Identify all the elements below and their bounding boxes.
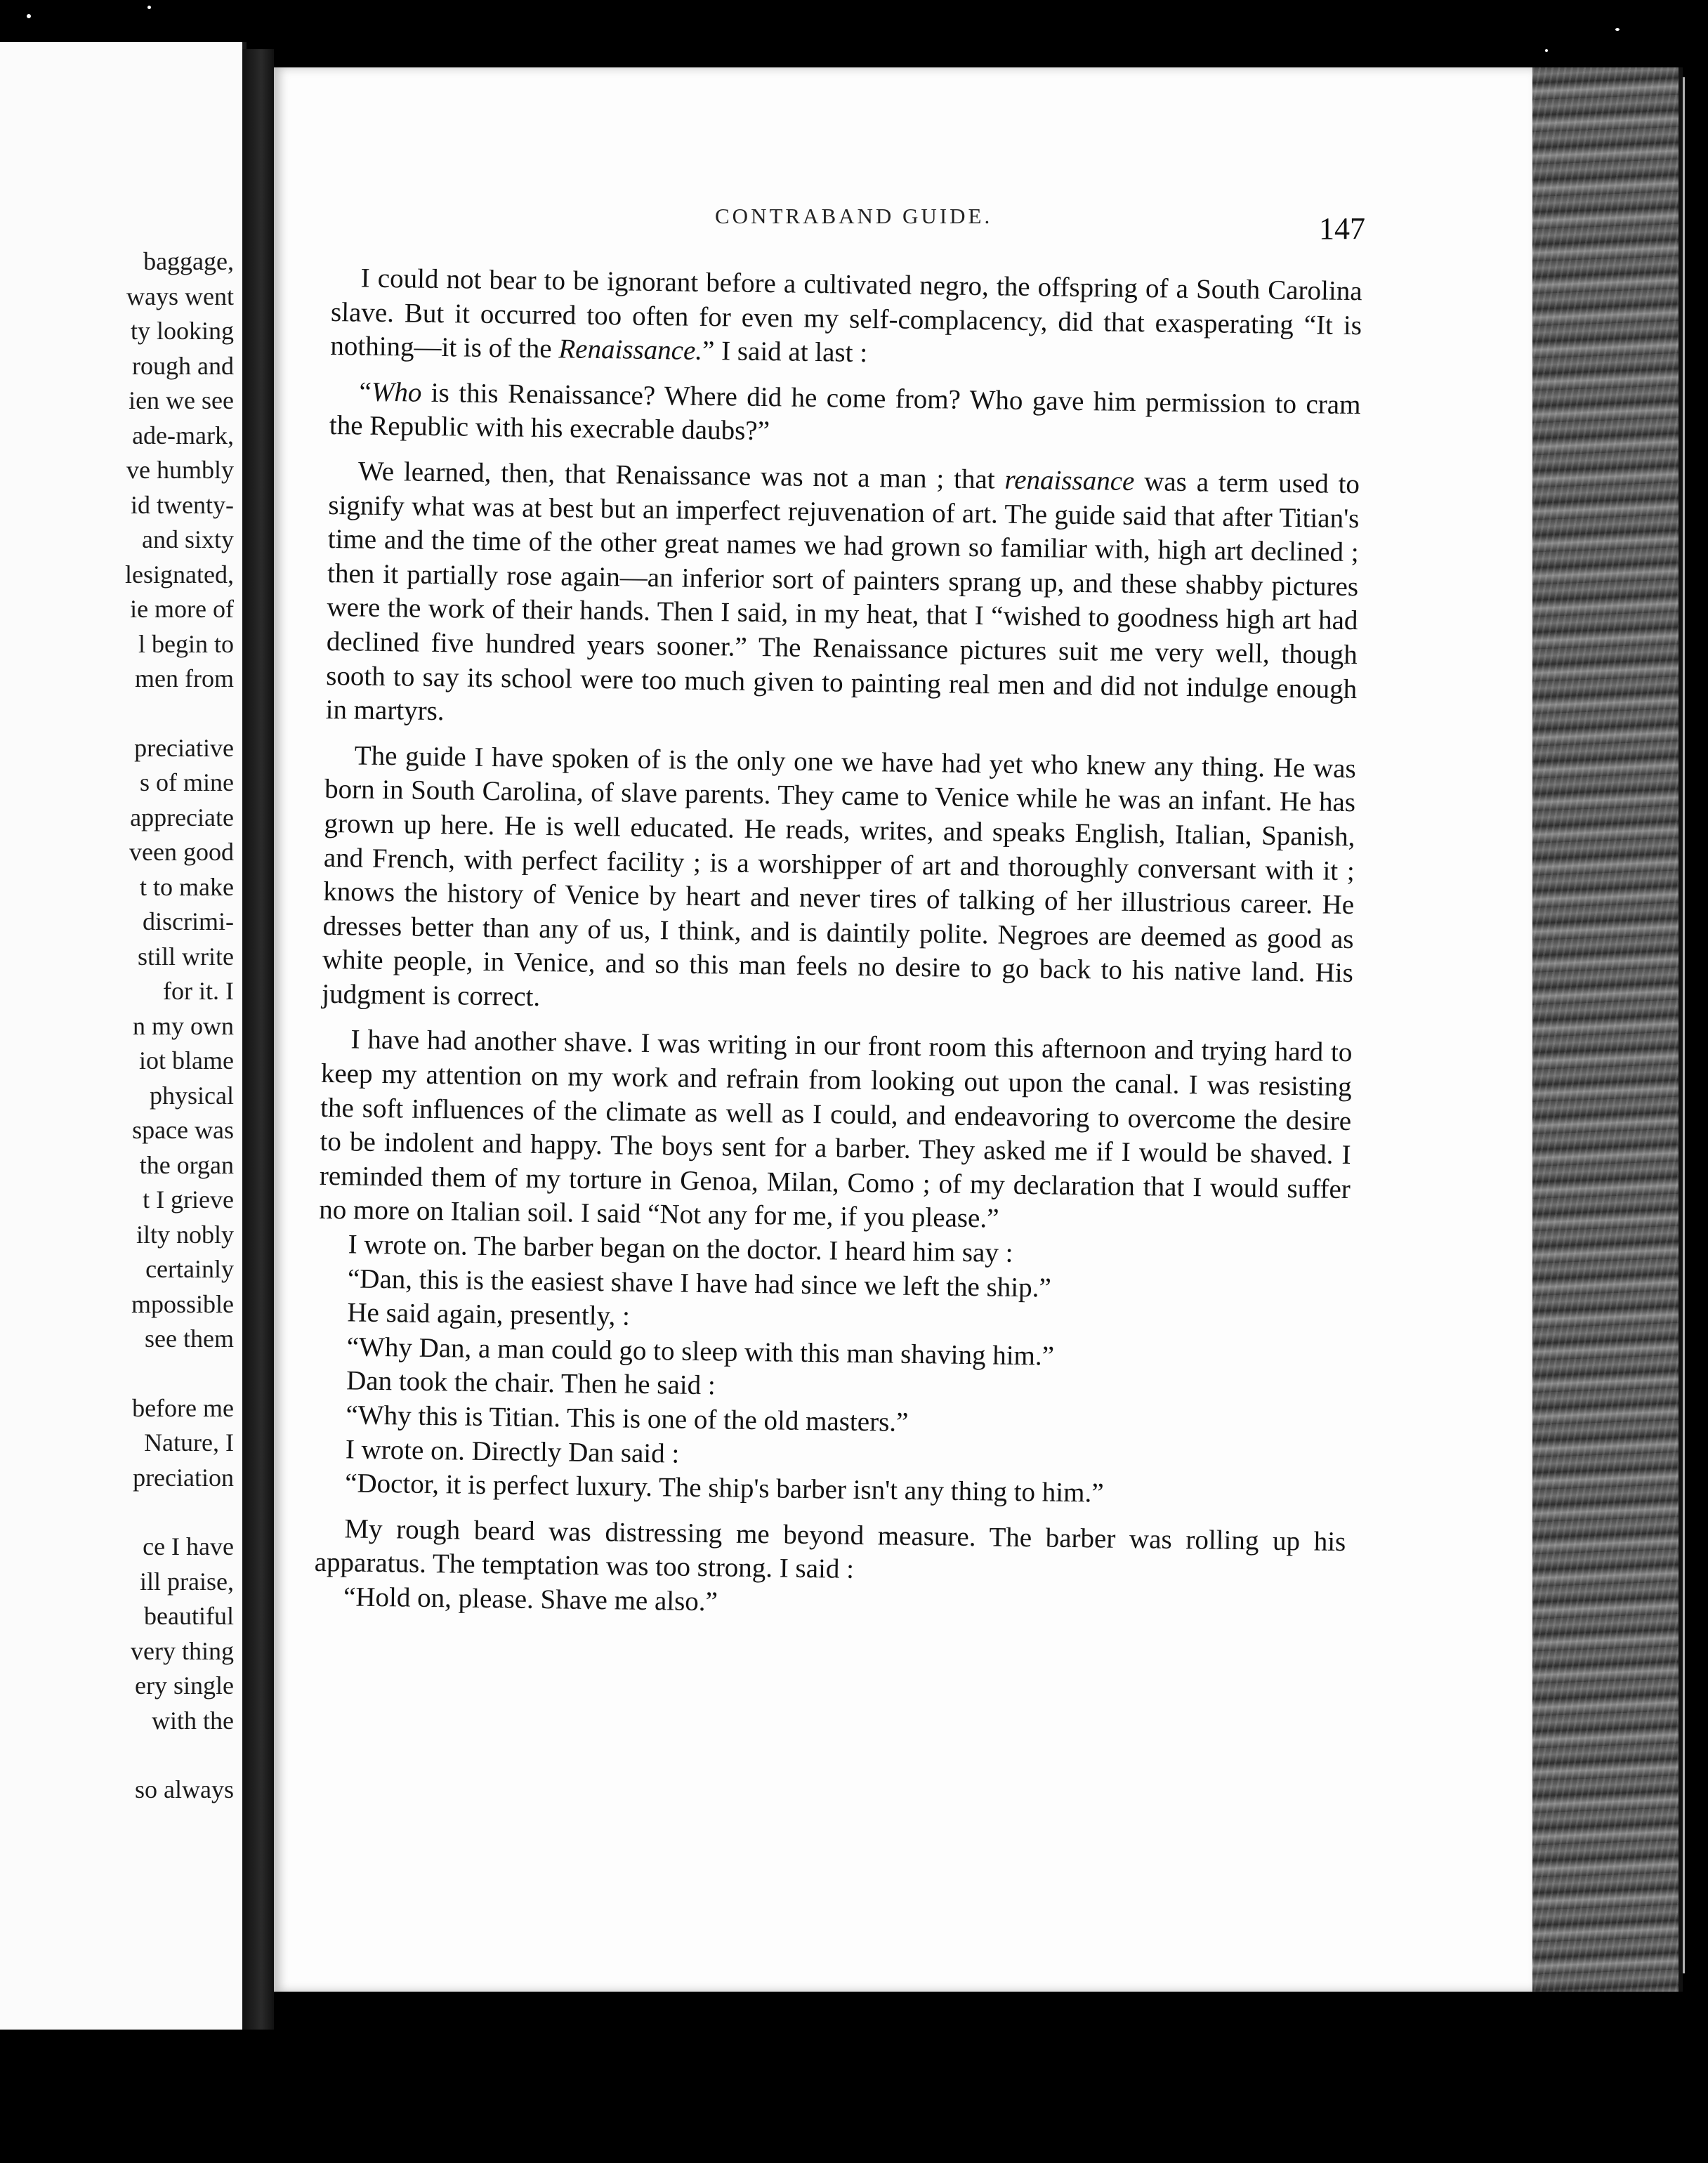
dialogue-line-6: “Why this is Titian. This is one of the old masters.” [346, 1400, 909, 1438]
left-page-line: and sixty [142, 525, 234, 553]
left-page-line: so always [135, 1775, 234, 1803]
left-page-line: see them [145, 1324, 234, 1353]
left-page-line: ilty nobly [136, 1220, 234, 1249]
left-page-line: t I grieve [143, 1185, 234, 1214]
book-gutter [242, 49, 274, 2030]
dialogue-line-8: “Doctor, it is perfect luxury. The ship's barber isn't any thing to him.” [344, 1468, 1104, 1508]
paragraph-6: My rough beard was distressing me beyond measure. The barber was rolling up his apparatus. The temptation was too strong. I said : [314, 1513, 1346, 1585]
left-page-line: for it. I [163, 977, 234, 1005]
left-page-text [0, 244, 234, 1808]
scan-speck [1545, 49, 1548, 52]
left-page-line: id twenty- [131, 490, 234, 519]
left-page-line: l begin to [138, 629, 234, 658]
left-page-line: veen good [129, 838, 234, 866]
left-page-line: physical [150, 1081, 234, 1110]
dialogue-line-4: “Why Dan, a man could go to sleep with this man shaving him.” [346, 1332, 1055, 1372]
left-page-line: lesignated, [125, 560, 234, 589]
left-page-line: ie more of [130, 595, 234, 623]
left-page-line: iot blame [139, 1046, 234, 1074]
left-page-line: with the [152, 1706, 234, 1735]
paragraph-3: We learned, then, that Renaissance was not a man ; that renaissance was a term used to signify what was at best but an imperfect rejuvenation of art. The guide said that after Titian's time and the time of the other great names we had grown so familiar with, high art declined ; then it partially rose again—an inferior sort of painters sprang up, and these shabby pictures were the work of their hands. Then I said, in my heat, that I “wished to goodness high art had declined five hundred years sooner.” The Renaissance pictures suit me very well, though sooth to say its school were too much given to painting real men and did not indulge enough in martyrs. [325, 456, 1360, 727]
left-page-line: appreciate [130, 803, 234, 831]
left-page-paragraph-gap [0, 697, 234, 731]
left-page-line: ve humbly [126, 456, 234, 484]
dialogue-line-9: “Hold on, please. Shave me also.” [343, 1582, 718, 1617]
left-page-line: rough and [132, 351, 234, 380]
left-page-line: ill praise, [140, 1567, 234, 1596]
left-page-line: certainly [145, 1255, 234, 1283]
left-page-line: n my own [133, 1011, 234, 1040]
paragraph-2: “Who is this Renaissance? Where did he come from? Who gave him permission to cram the Republic with his execrable daubs?” [329, 376, 1361, 447]
left-page-line: ways went [126, 282, 234, 310]
left-page-paragraph-gap [0, 1495, 234, 1530]
dialogue-line-3: He said again, presently, : [347, 1297, 631, 1332]
left-page-line: preciation [133, 1463, 234, 1492]
left-page-line: Nature, I [144, 1428, 234, 1457]
paragraph-5: I have had another shave. I was writing in our front room this afternoon and trying hard to keep my attention on my work and refrain from looking out upon the canal. I was resisting the soft influences of the climate as well as I could, and endeavoring to overcome the desire to be indolent and happy. The boys sent for a barber. They asked me if I would be shaved. I reminded them of my torture in Genoa, Milan, Como ; of my declaration that I would suffer no more on Italian soil. I said “Not any for me, if you please.” [319, 1024, 1353, 1234]
scan-speck [147, 6, 151, 9]
paragraph-1: I could not bear to be ignorant before a cultivated negro, the offspring of a South Carolina slave. But it occurred too often for even my self-complacency, did that exasperating “It is nothing—it is of the Renaissance.” I said at last : [330, 263, 1362, 369]
left-page-line: men from [135, 664, 234, 692]
left-page-line: ade-mark, [132, 421, 234, 449]
scan-speck [27, 14, 31, 18]
left-page-line: beautiful [144, 1602, 234, 1630]
left-facing-page [0, 42, 247, 2030]
left-page-line: ce I have [143, 1532, 234, 1560]
running-head: CONTRABAND GUIDE. [715, 204, 993, 228]
left-page-line: preciative [134, 733, 234, 762]
left-page-line: baggage, [143, 247, 234, 275]
left-page-line: mpossible [131, 1289, 234, 1318]
left-page-paragraph-gap [0, 1357, 234, 1391]
scan-speck [1615, 28, 1620, 31]
left-page-line: still write [138, 942, 234, 971]
marbled-page-edge [1532, 67, 1683, 1992]
left-page-line: space was [132, 1116, 234, 1144]
page-number: 147 [1319, 211, 1365, 246]
left-page-line: s of mine [140, 768, 234, 796]
page-body-text [314, 261, 1362, 1628]
dialogue-line-5: Dan took the chair. Then he said : [346, 1365, 716, 1401]
left-page-line: ery single [135, 1671, 234, 1700]
left-page-line: t to make [140, 872, 234, 901]
page-edge-rule [1683, 77, 1685, 1973]
left-page-line: ien we see [129, 386, 234, 414]
left-page-line: ty looking [130, 317, 234, 345]
dialogue-line-2: “Dan, this is the easiest shave I have had since we left the ship.” [347, 1263, 1052, 1303]
left-page-line: very thing [131, 1636, 234, 1665]
left-page-line: before me [132, 1393, 234, 1422]
dialogue-line-1: I wrote on. The barber began on the doctor. I heard him say : [348, 1229, 1013, 1268]
left-page-line: the organ [139, 1150, 234, 1179]
paragraph-4: The guide I have spoken of is the only one we have had yet who knew any thing. He was born in South Carolina, of slave parents. They came to Venice while he was an infant. He has grown up here. He is well educated. He reads, writes, and speaks English, Italian, Spanish, and French, with perfect facility ; is a worshipper of art and thoroughly conversant with it ; knows the history of Venice by heart and never tires of talking of her illustrious career. He dresses better than any of us, I think, and is daintily polite. Negroes are deemed as good as white people, in Venice, and so this man feels no desire to go back to his native land. His judgment is correct. [322, 740, 1356, 1012]
left-page-line: discrimi- [143, 907, 234, 935]
left-page-paragraph-gap [0, 1738, 234, 1773]
dialogue-line-7: I wrote on. Directly Dan said : [345, 1434, 680, 1469]
